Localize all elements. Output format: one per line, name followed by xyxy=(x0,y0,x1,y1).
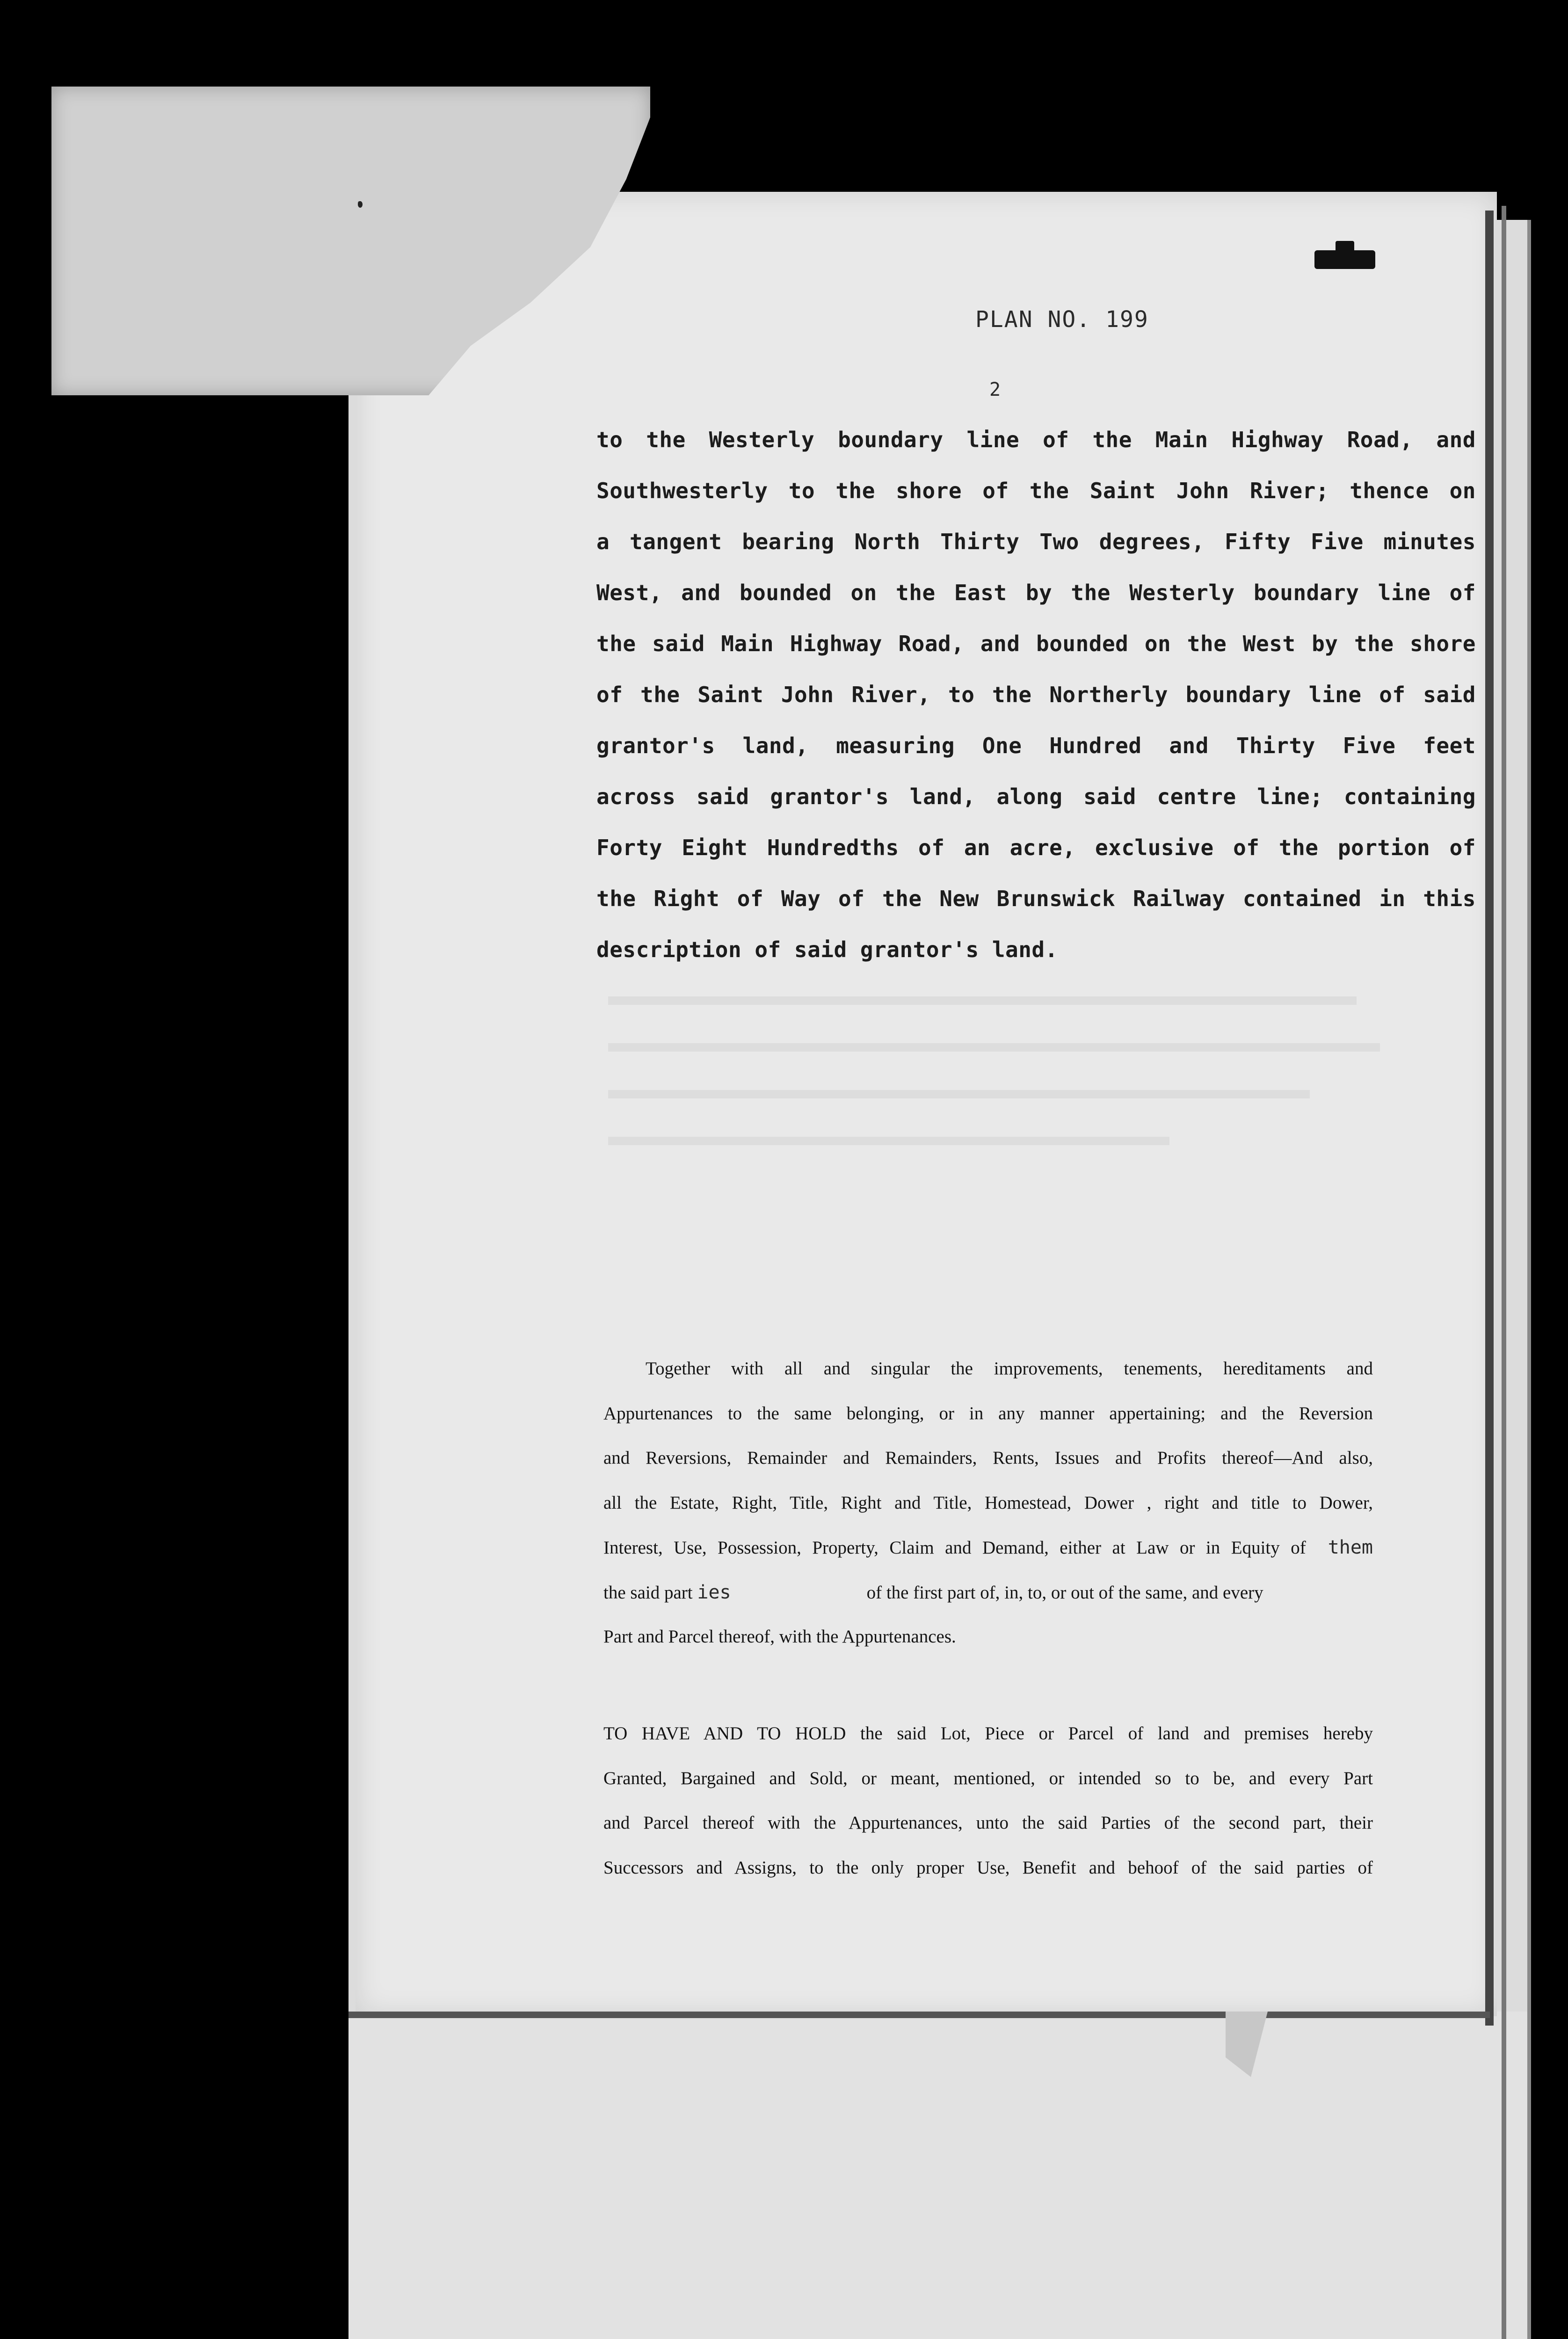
clause-line: Together with all and singular the improvements, tenements, hereditaments and xyxy=(646,1358,1373,1379)
show-through xyxy=(608,1043,1380,1052)
page-edge-right xyxy=(1485,211,1494,2026)
description-line: description of said grantor's land. xyxy=(596,937,1058,962)
habendum-line: and Parcel thereof with the Appurtenances, unto the said Parties of the second part, their xyxy=(603,1813,1373,1833)
clause-line: Part and Parcel thereof, with the Appurtenances. xyxy=(603,1627,956,1647)
flap-mark xyxy=(358,201,363,208)
description-line: grantor's land, measuring One Hundred and Thirty Five feet xyxy=(596,733,1476,758)
show-through xyxy=(608,1137,1169,1145)
clause-line-suffix: of the first part of, in, to, or out of the same, and every xyxy=(866,1582,1263,1603)
clause-line: Appurtenances to the same belonging, or in any manner appertaining; and the Reversion xyxy=(603,1403,1373,1424)
description-line: the Right of Way of the New Brunswick Railway contained in this xyxy=(596,886,1476,911)
page-edge-bottom xyxy=(348,2012,1490,2018)
description-line: of the Saint John River, to the Northerly boundary line of said xyxy=(596,682,1476,707)
back-sheet-lower xyxy=(348,2012,1527,2339)
description-line: Forty Eight Hundredths of an acre, exclusive of the portion of xyxy=(596,835,1476,860)
clause-line xyxy=(603,1535,1373,1580)
description-line: the said Main Highway Road, and bounded on the West by the shore xyxy=(596,631,1476,656)
back-sheet-edge xyxy=(1502,206,1506,2339)
habendum-clause xyxy=(603,1722,1373,1900)
habendum-line: TO HAVE AND TO HOLD the said Lot, Piece or Parcel of land and premises hereby xyxy=(603,1723,1373,1743)
show-through xyxy=(608,996,1357,1005)
habendum-line: Granted, Bargained and Sold, or meant, mentioned, or intended so to be, and every Part xyxy=(603,1768,1373,1788)
clause-line: all the Estate, Right, Title, Right and Title, Homestead, Dower , right and title to Dower, xyxy=(603,1492,1373,1513)
description-line: Southwesterly to the shore of the Saint John River; thence on xyxy=(596,478,1476,503)
corner-mark-stem xyxy=(1336,241,1354,269)
clause-line: and Reversions, Remainder and Remainders, Rents, Issues and Profits thereof—And also, xyxy=(603,1448,1373,1468)
typed-in-ies: ies xyxy=(697,1581,731,1603)
clause-line xyxy=(603,1580,1373,1625)
habendum-line: Successors and Assigns, to the only proper Use, Benefit and behoof of the said parties of xyxy=(603,1857,1373,1878)
appurtenances-clause xyxy=(603,1357,1373,1670)
description-line: West, and bounded on the East by the Westerly boundary line of xyxy=(596,580,1476,605)
description-line: across said grantor's land, along said centre line; containing xyxy=(596,784,1476,809)
page-number: 2 xyxy=(989,379,1001,400)
show-through xyxy=(608,1090,1310,1098)
description-line: to the Westerly boundary line of the Main Highway Road, and xyxy=(596,427,1476,452)
typed-description xyxy=(596,426,1476,987)
clause-line-prefix: the said part xyxy=(603,1582,693,1603)
clause-line-text: Interest, Use, Possession, Property, Claim and Demand, either at Law or in Equity of xyxy=(603,1538,1306,1558)
plan-number: PLAN NO. 199 xyxy=(975,306,1149,333)
typed-in-them: them xyxy=(1328,1537,1373,1558)
description-line: a tangent bearing North Thirty Two degrees, Fifty Five minutes xyxy=(596,529,1476,554)
